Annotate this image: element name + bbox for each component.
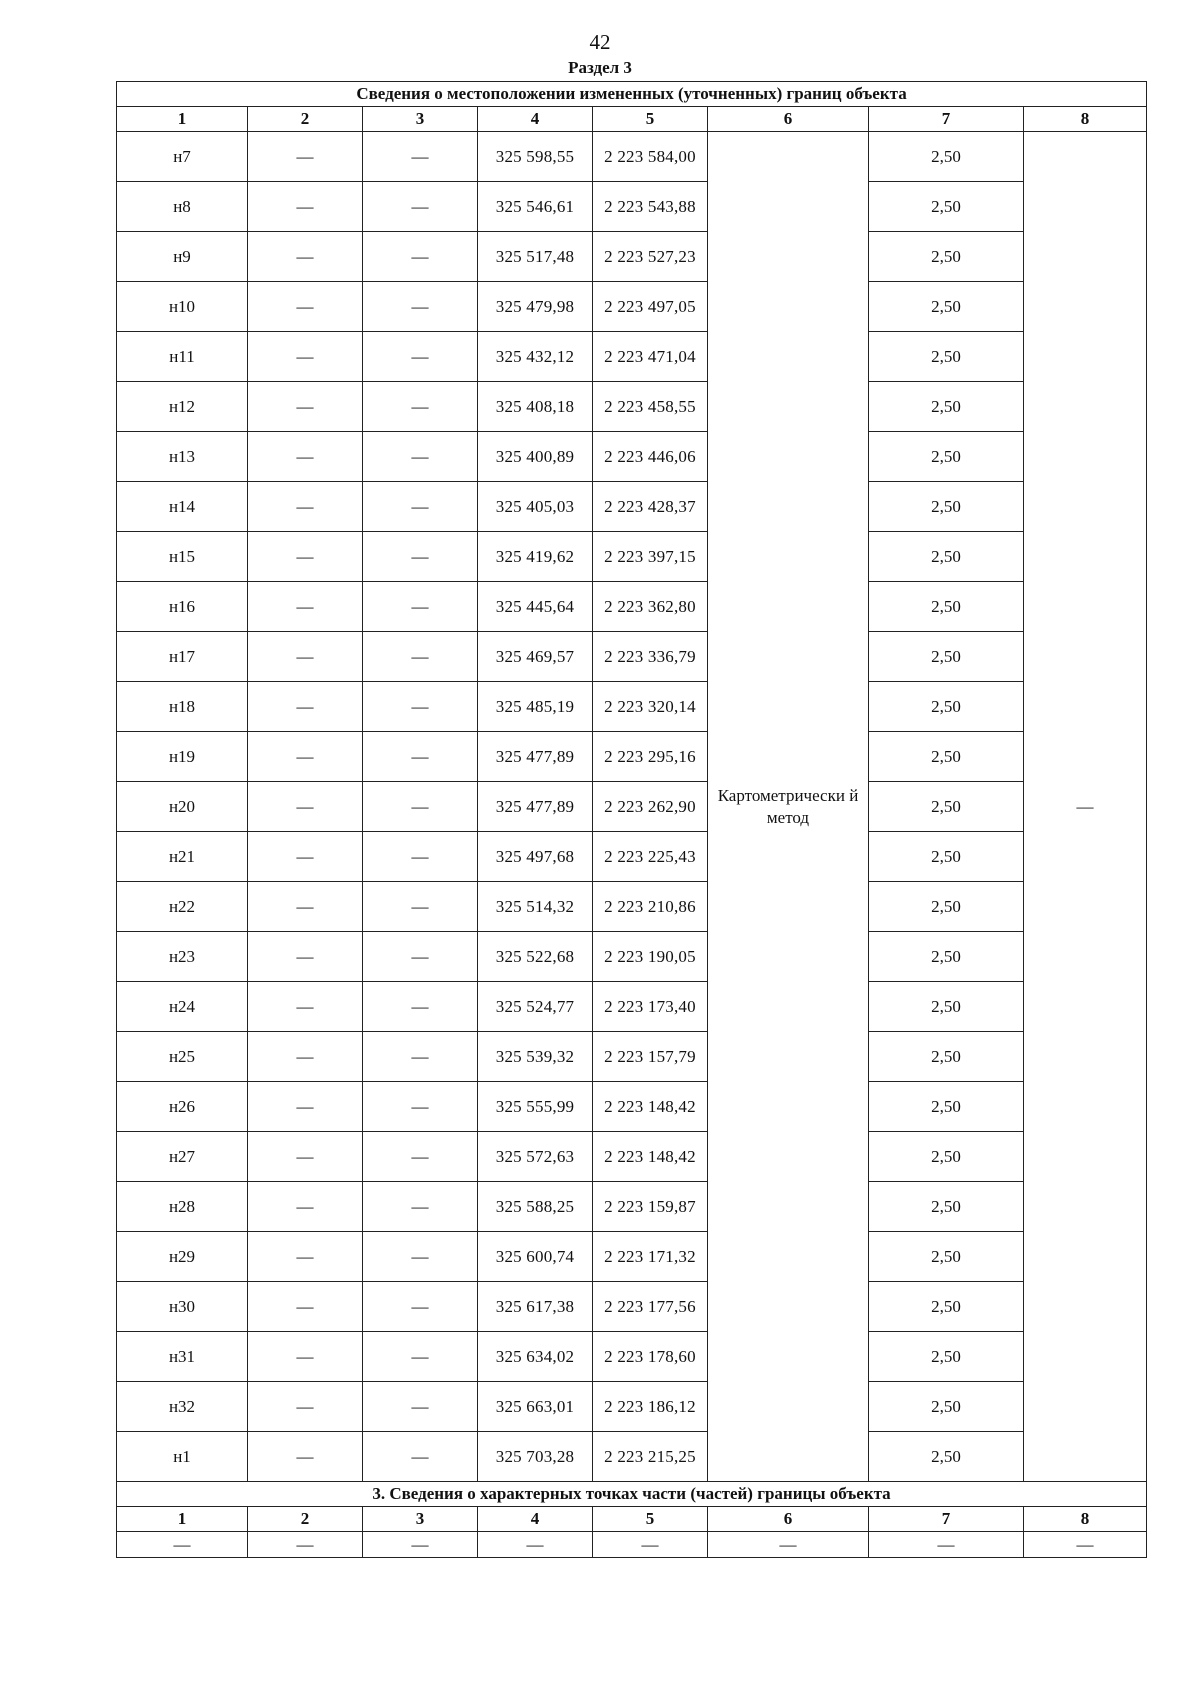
table2-caption: 3. Сведения о характерных точках части (частей) границы объекта — [117, 1482, 1147, 1507]
point-name-cell: н24 — [117, 982, 248, 1032]
point-name-cell: н17 — [117, 632, 248, 682]
error-cell: 2,50 — [869, 1232, 1024, 1282]
column2-cell: — — [248, 532, 363, 582]
column-number-7: 7 — [869, 107, 1024, 132]
x-coordinate-cell: 325 539,32 — [478, 1032, 593, 1082]
x-coordinate-cell: 325 485,19 — [478, 682, 593, 732]
error-cell: 2,50 — [869, 1082, 1024, 1132]
point-name-cell: н26 — [117, 1082, 248, 1132]
x-coordinate-cell: 325 555,99 — [478, 1082, 593, 1132]
x-coordinate-cell: 325 588,25 — [478, 1182, 593, 1232]
y-coordinate-cell: 2 223 210,86 — [593, 882, 708, 932]
table2-cell: — — [117, 1532, 248, 1558]
column-number-4: 4 — [478, 107, 593, 132]
table-row — [117, 882, 1147, 932]
error-cell: 2,50 — [869, 332, 1024, 382]
error-cell: 2,50 — [869, 782, 1024, 832]
column3-cell: — — [363, 282, 478, 332]
column2-cell: — — [248, 432, 363, 482]
column2-cell: — — [248, 982, 363, 1032]
column-number-1: 1 — [117, 107, 248, 132]
error-cell: 2,50 — [869, 582, 1024, 632]
table2-cell: — — [1024, 1532, 1147, 1558]
table-row — [117, 182, 1147, 232]
error-cell: 2,50 — [869, 982, 1024, 1032]
point-name-cell: н9 — [117, 232, 248, 282]
table1-caption: Сведения о местоположении измененных (уточненных) границ объекта — [117, 82, 1147, 107]
column3-cell: — — [363, 932, 478, 982]
point-name-cell: н19 — [117, 732, 248, 782]
error-cell: 2,50 — [869, 832, 1024, 882]
x-coordinate-cell: 325 703,28 — [478, 1432, 593, 1482]
table2-column-number-1: 1 — [117, 1507, 248, 1532]
column3-cell: — — [363, 132, 478, 182]
x-coordinate-cell: 325 477,89 — [478, 732, 593, 782]
y-coordinate-cell: 2 223 262,90 — [593, 782, 708, 832]
table-row — [117, 382, 1147, 432]
point-name-cell: н12 — [117, 382, 248, 432]
x-coordinate-cell: 325 524,77 — [478, 982, 593, 1032]
column2-cell: — — [248, 632, 363, 682]
table-row — [117, 1032, 1147, 1082]
y-coordinate-cell: 2 223 215,25 — [593, 1432, 708, 1482]
error-cell: 2,50 — [869, 1032, 1024, 1082]
table-row — [117, 932, 1147, 982]
error-cell: 2,50 — [869, 432, 1024, 482]
method-cell: Картометрически й метод — [708, 132, 869, 1482]
column3-cell: — — [363, 482, 478, 532]
error-cell: 2,50 — [869, 632, 1024, 682]
y-coordinate-cell: 2 223 446,06 — [593, 432, 708, 482]
table-row — [117, 832, 1147, 882]
x-coordinate-cell: 325 400,89 — [478, 432, 593, 482]
table-row — [117, 1082, 1147, 1132]
point-name-cell: н20 — [117, 782, 248, 832]
column3-cell: — — [363, 382, 478, 432]
table-row — [117, 1382, 1147, 1432]
column2-cell: — — [248, 682, 363, 732]
column-number-3: 3 — [363, 107, 478, 132]
column2-cell: — — [248, 1232, 363, 1282]
table-row — [117, 1182, 1147, 1232]
column3-cell: — — [363, 982, 478, 1032]
y-coordinate-cell: 2 223 584,00 — [593, 132, 708, 182]
column3-cell: — — [363, 1382, 478, 1432]
table-row — [117, 1282, 1147, 1332]
column2-cell: — — [248, 882, 363, 932]
table2-cell: — — [708, 1532, 869, 1558]
column3-cell: — — [363, 1282, 478, 1332]
column3-cell: — — [363, 682, 478, 732]
column2-cell: — — [248, 582, 363, 632]
x-coordinate-cell: 325 514,32 — [478, 882, 593, 932]
table2-cell: — — [248, 1532, 363, 1558]
point-name-cell: н10 — [117, 282, 248, 332]
table-row — [117, 632, 1147, 682]
x-coordinate-cell: 325 634,02 — [478, 1332, 593, 1382]
table2-cell: — — [593, 1532, 708, 1558]
point-name-cell: н8 — [117, 182, 248, 232]
y-coordinate-cell: 2 223 186,12 — [593, 1382, 708, 1432]
column3-cell: — — [363, 1332, 478, 1382]
column3-cell: — — [363, 582, 478, 632]
y-coordinate-cell: 2 223 225,43 — [593, 832, 708, 882]
point-name-cell: н16 — [117, 582, 248, 632]
point-name-cell: н1 — [117, 1432, 248, 1482]
y-coordinate-cell: 2 223 295,16 — [593, 732, 708, 782]
y-coordinate-cell: 2 223 527,23 — [593, 232, 708, 282]
table-row — [117, 782, 1147, 832]
error-cell: 2,50 — [869, 732, 1024, 782]
boundary-table — [116, 81, 1147, 1558]
column3-cell: — — [363, 1032, 478, 1082]
y-coordinate-cell: 2 223 148,42 — [593, 1082, 708, 1132]
column3-cell: — — [363, 832, 478, 882]
table-row — [117, 582, 1147, 632]
table2-column-number-2: 2 — [248, 1507, 363, 1532]
x-coordinate-cell: 325 469,57 — [478, 632, 593, 682]
y-coordinate-cell: 2 223 159,87 — [593, 1182, 708, 1232]
x-coordinate-cell: 325 405,03 — [478, 482, 593, 532]
y-coordinate-cell: 2 223 497,05 — [593, 282, 708, 332]
x-coordinate-cell: 325 477,89 — [478, 782, 593, 832]
error-cell: 2,50 — [869, 532, 1024, 582]
column3-cell: — — [363, 1432, 478, 1482]
y-coordinate-cell: 2 223 177,56 — [593, 1282, 708, 1332]
point-name-cell: н7 — [117, 132, 248, 182]
y-coordinate-cell: 2 223 458,55 — [593, 382, 708, 432]
y-coordinate-cell: 2 223 157,79 — [593, 1032, 708, 1082]
column2-cell: — — [248, 332, 363, 382]
page-number: 42 — [589, 30, 611, 54]
column2-cell: — — [248, 382, 363, 432]
column3-cell: — — [363, 782, 478, 832]
error-cell: 2,50 — [869, 1432, 1024, 1482]
column2-cell: — — [248, 1432, 363, 1482]
y-coordinate-cell: 2 223 471,04 — [593, 332, 708, 382]
table2-column-number-8: 8 — [1024, 1507, 1147, 1532]
x-coordinate-cell: 325 408,18 — [478, 382, 593, 432]
point-name-cell: н15 — [117, 532, 248, 582]
table-row — [117, 132, 1147, 182]
column2-cell: — — [248, 1032, 363, 1082]
error-cell: 2,50 — [869, 182, 1024, 232]
point-name-cell: н13 — [117, 432, 248, 482]
column2-cell: — — [248, 1382, 363, 1432]
point-name-cell: н14 — [117, 482, 248, 532]
error-cell: 2,50 — [869, 132, 1024, 182]
x-coordinate-cell: 325 522,68 — [478, 932, 593, 982]
column3-cell: — — [363, 732, 478, 782]
column3-cell: — — [363, 632, 478, 682]
table-row — [117, 1232, 1147, 1282]
column2-cell: — — [248, 182, 363, 232]
x-coordinate-cell: 325 497,68 — [478, 832, 593, 882]
point-name-cell: н28 — [117, 1182, 248, 1232]
column2-cell: — — [248, 832, 363, 882]
table-row — [117, 682, 1147, 732]
column-number-2: 2 — [248, 107, 363, 132]
table-row — [117, 532, 1147, 582]
error-cell: 2,50 — [869, 382, 1024, 432]
table-row — [117, 982, 1147, 1032]
column2-cell: — — [248, 932, 363, 982]
point-name-cell: н11 — [117, 332, 248, 382]
table-row — [117, 432, 1147, 482]
point-name-cell: н18 — [117, 682, 248, 732]
x-coordinate-cell: 325 598,55 — [478, 132, 593, 182]
point-name-cell: н29 — [117, 1232, 248, 1282]
error-cell: 2,50 — [869, 932, 1024, 982]
y-coordinate-cell: 2 223 178,60 — [593, 1332, 708, 1382]
x-coordinate-cell: 325 663,01 — [478, 1382, 593, 1432]
error-cell: 2,50 — [869, 882, 1024, 932]
table2-column-number-7: 7 — [869, 1507, 1024, 1532]
column2-cell: — — [248, 282, 363, 332]
column2-cell: — — [248, 1082, 363, 1132]
y-coordinate-cell: 2 223 173,40 — [593, 982, 708, 1032]
column8-cell: — — [1024, 132, 1147, 1482]
point-name-cell: н22 — [117, 882, 248, 932]
x-coordinate-cell: 325 617,38 — [478, 1282, 593, 1332]
error-cell: 2,50 — [869, 1382, 1024, 1432]
column2-cell: — — [248, 1282, 363, 1332]
column3-cell: — — [363, 1232, 478, 1282]
table-row — [117, 232, 1147, 282]
table2-cell: — — [363, 1532, 478, 1558]
table-row — [117, 482, 1147, 532]
table2-cell: — — [869, 1532, 1024, 1558]
x-coordinate-cell: 325 419,62 — [478, 532, 593, 582]
error-cell: 2,50 — [869, 232, 1024, 282]
table2-column-number-4: 4 — [478, 1507, 593, 1532]
y-coordinate-cell: 2 223 190,05 — [593, 932, 708, 982]
table2-column-number-5: 5 — [593, 1507, 708, 1532]
table-row — [117, 732, 1147, 782]
table-row — [117, 332, 1147, 382]
column2-cell: — — [248, 232, 363, 282]
table-row — [117, 1532, 1147, 1558]
point-name-cell: н27 — [117, 1132, 248, 1182]
x-coordinate-cell: 325 479,98 — [478, 282, 593, 332]
section-title: Раздел 3 — [568, 58, 632, 77]
column3-cell: — — [363, 332, 478, 382]
column3-cell: — — [363, 182, 478, 232]
y-coordinate-cell: 2 223 428,37 — [593, 482, 708, 532]
table2-column-number-6: 6 — [708, 1507, 869, 1532]
error-cell: 2,50 — [869, 1182, 1024, 1232]
table-row — [117, 282, 1147, 332]
column-number-6: 6 — [708, 107, 869, 132]
point-name-cell: н31 — [117, 1332, 248, 1382]
column2-cell: — — [248, 482, 363, 532]
column2-cell: — — [248, 782, 363, 832]
column-number-8: 8 — [1024, 107, 1147, 132]
point-name-cell: н32 — [117, 1382, 248, 1432]
table-row — [117, 1132, 1147, 1182]
x-coordinate-cell: 325 445,64 — [478, 582, 593, 632]
column3-cell: — — [363, 882, 478, 932]
point-name-cell: н23 — [117, 932, 248, 982]
column3-cell: — — [363, 532, 478, 582]
error-cell: 2,50 — [869, 282, 1024, 332]
column2-cell: — — [248, 1332, 363, 1382]
point-name-cell: н25 — [117, 1032, 248, 1082]
column2-cell: — — [248, 132, 363, 182]
y-coordinate-cell: 2 223 171,32 — [593, 1232, 708, 1282]
column3-cell: — — [363, 432, 478, 482]
column3-cell: — — [363, 1132, 478, 1182]
x-coordinate-cell: 325 572,63 — [478, 1132, 593, 1182]
column-number-5: 5 — [593, 107, 708, 132]
x-coordinate-cell: 325 517,48 — [478, 232, 593, 282]
column3-cell: — — [363, 1082, 478, 1132]
table2-cell: — — [478, 1532, 593, 1558]
column3-cell: — — [363, 1182, 478, 1232]
error-cell: 2,50 — [869, 482, 1024, 532]
x-coordinate-cell: 325 546,61 — [478, 182, 593, 232]
y-coordinate-cell: 2 223 320,14 — [593, 682, 708, 732]
point-name-cell: н30 — [117, 1282, 248, 1332]
y-coordinate-cell: 2 223 148,42 — [593, 1132, 708, 1182]
error-cell: 2,50 — [869, 1282, 1024, 1332]
column2-cell: — — [248, 732, 363, 782]
error-cell: 2,50 — [869, 1332, 1024, 1382]
column2-cell: — — [248, 1132, 363, 1182]
table-row — [117, 1432, 1147, 1482]
point-name-cell: н21 — [117, 832, 248, 882]
x-coordinate-cell: 325 432,12 — [478, 332, 593, 382]
error-cell: 2,50 — [869, 1132, 1024, 1182]
table-row — [117, 1332, 1147, 1382]
y-coordinate-cell: 2 223 543,88 — [593, 182, 708, 232]
x-coordinate-cell: 325 600,74 — [478, 1232, 593, 1282]
y-coordinate-cell: 2 223 336,79 — [593, 632, 708, 682]
table2-column-number-3: 3 — [363, 1507, 478, 1532]
column2-cell: — — [248, 1182, 363, 1232]
y-coordinate-cell: 2 223 362,80 — [593, 582, 708, 632]
column3-cell: — — [363, 232, 478, 282]
error-cell: 2,50 — [869, 682, 1024, 732]
y-coordinate-cell: 2 223 397,15 — [593, 532, 708, 582]
